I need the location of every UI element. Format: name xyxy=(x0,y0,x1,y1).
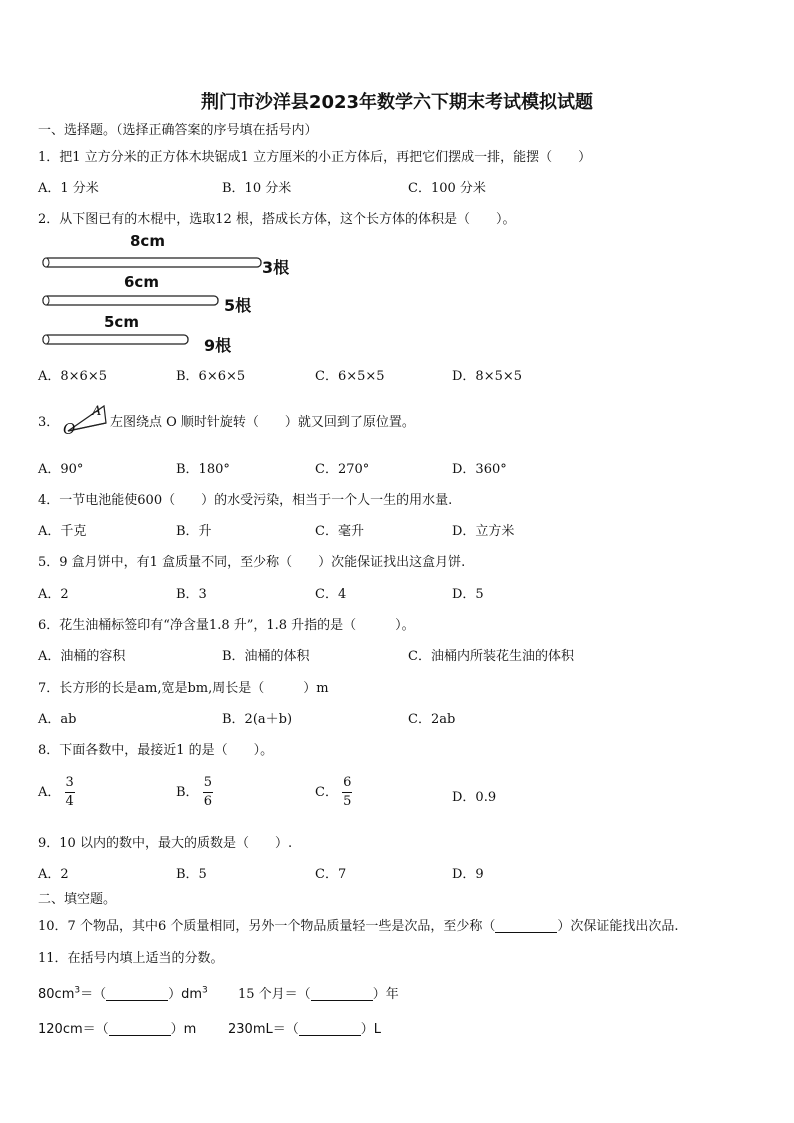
q3-option-c: C．270° xyxy=(315,462,370,477)
answer-blank[interactable] xyxy=(495,918,557,933)
q5-option-b: B．3 xyxy=(176,587,207,602)
stick-8cm-figure xyxy=(40,256,265,270)
fraction-5-6 xyxy=(203,774,213,811)
q11-item-1-exponent: 3 xyxy=(74,985,81,996)
q1-option-c: C．100 分米 xyxy=(408,181,486,196)
q9-option-b: B．5 xyxy=(176,867,207,882)
question-10-text-start: 10．7 个物品，其中6 个质量相同，另外一个物品质量轻一些是次品，至少称（ xyxy=(38,919,496,934)
q8-option-c xyxy=(315,774,352,811)
fraction-numerator: 5 xyxy=(203,774,213,793)
q2-option-d: D．8×5×5 xyxy=(452,369,523,384)
fraction-numerator: 3 xyxy=(65,774,75,793)
q11-item-2-unit: ）年 xyxy=(372,987,399,1002)
question-1-text: 1．把1 立方分米的正方体木块锯成1 立方厘米的小正方体后，再把它们摆成一排，能摆（ ） xyxy=(38,150,592,165)
fraction-denominator: 5 xyxy=(343,794,352,809)
q6-option-c: C．油桶内所装花生油的体积 xyxy=(408,649,574,664)
q11-item-1-value: 80cm xyxy=(38,987,75,1002)
q4-option-c: C．毫升 xyxy=(315,524,364,539)
q8-option-b xyxy=(176,774,213,811)
section-fill-heading: 二、填空题。 xyxy=(38,892,117,907)
q11-item-1-unit-exponent: 3 xyxy=(202,985,208,996)
q11-item-2 xyxy=(238,983,399,1002)
stick-5cm-label: 5cm xyxy=(104,313,139,331)
question-7-text: 7．长方形的长是am,宽是bm,周长是（ ）m xyxy=(38,681,329,696)
answer-blank[interactable] xyxy=(299,1021,361,1036)
point-o-label: O xyxy=(63,420,76,438)
q3-option-b: B．180° xyxy=(176,462,230,477)
q11-item-1-equals: ＝（ xyxy=(80,987,107,1002)
fraction-denominator: 4 xyxy=(65,794,74,809)
q6-option-b: B．油桶的体积 xyxy=(222,649,310,664)
q3-option-d: D．360° xyxy=(452,462,507,477)
q8-option-b-label: B． xyxy=(176,785,199,800)
q7-option-c: C．2ab xyxy=(408,712,456,727)
question-5-text: 5．9 盒月饼中，有1 盒质量不同，至少称（ ）次能保证找出这盒月饼. xyxy=(38,555,466,570)
q9-option-d: D．9 xyxy=(452,867,484,882)
stick-6cm-label: 6cm xyxy=(124,273,159,291)
q5-option-c: C．4 xyxy=(315,587,347,602)
question-6-text: 6．花生油桶标签印有“净含量1.8 升”，1.8 升指的是（ ）。 xyxy=(38,618,415,633)
question-3-text: 左图绕点 O 顺时针旋转（ ）就又回到了原位置。 xyxy=(110,415,415,430)
q8-option-c-label: C． xyxy=(315,785,338,800)
stick-6cm-figure xyxy=(40,294,222,308)
question-8-text: 8．下面各数中，最接近1 的是（ ）。 xyxy=(38,743,274,758)
fraction-3-4 xyxy=(65,774,75,811)
stick-8cm-count: 3根 xyxy=(262,258,290,277)
q2-option-c: C．6×5×5 xyxy=(315,369,385,384)
q8-option-d: D．0.9 xyxy=(452,790,497,805)
q6-option-a: A．油桶的容积 xyxy=(38,649,126,664)
q7-option-a: A．ab xyxy=(38,712,77,727)
q11-item-4 xyxy=(228,1018,381,1037)
q8-option-a xyxy=(38,774,75,811)
answer-blank[interactable] xyxy=(106,986,168,1001)
answer-blank[interactable] xyxy=(109,1021,171,1036)
question-2-text: 2．从下图已有的木棍中，选取12 根，搭成长方体，这个长方体的体积是（ ）。 xyxy=(38,212,516,227)
q4-option-b: B．升 xyxy=(176,524,212,539)
question-3-number: 3． xyxy=(38,415,60,430)
q3-option-a: A．90° xyxy=(38,462,84,477)
q11-item-1 xyxy=(38,983,208,1002)
q1-option-a: A．1 分米 xyxy=(38,181,99,196)
q8-option-a-label: A． xyxy=(38,785,61,800)
q11-item-4-unit: ）L xyxy=(360,1022,381,1037)
q11-item-3 xyxy=(38,1018,196,1037)
stick-5cm-count: 9根 xyxy=(204,336,232,355)
question-11-text: 11．在括号内填上适当的分数。 xyxy=(38,951,224,966)
question-4-text: 4．一节电池能使600（ ）的水受污染，相当于一个人一生的用水量. xyxy=(38,493,453,508)
answer-blank[interactable] xyxy=(311,986,373,1001)
q4-option-d: D．立方米 xyxy=(452,524,515,539)
section-choice-heading: 一、选择题。（选择正确答案的序号填在括号内） xyxy=(38,123,318,138)
q11-item-3-unit: ）m xyxy=(170,1022,197,1037)
page-title: 荆门市沙洋县2023年数学六下期末考试模拟试题 xyxy=(200,92,594,113)
fraction-numerator: 6 xyxy=(342,774,352,793)
question-9-text: 9．10 以内的数中，最大的质数是（ ）. xyxy=(38,836,293,851)
q2-option-b: B．6×6×5 xyxy=(176,369,246,384)
q9-option-a: A．2 xyxy=(38,867,69,882)
q9-option-c: C．7 xyxy=(315,867,347,882)
fraction-denominator: 6 xyxy=(203,794,212,809)
point-a-label: A xyxy=(92,404,102,419)
q11-item-4-value: 230mL＝（ xyxy=(228,1022,299,1037)
q11-item-2-value: 15 个月＝（ xyxy=(238,987,311,1002)
question-10-text-end: ）次保证能找出次品. xyxy=(557,919,679,934)
stick-5cm-figure xyxy=(40,333,192,347)
q5-option-d: D．5 xyxy=(452,587,484,602)
q11-item-1-unit: ）dm xyxy=(168,987,203,1002)
q7-option-b: B．2(a＋b) xyxy=(222,712,293,727)
q11-item-3-value: 120cm＝（ xyxy=(38,1022,109,1037)
q1-option-b: B．10 分米 xyxy=(222,181,292,196)
q5-option-a: A．2 xyxy=(38,587,69,602)
stick-8cm-label: 8cm xyxy=(130,232,165,250)
question-10 xyxy=(38,915,679,934)
fraction-6-5 xyxy=(342,774,352,811)
q4-option-a: A．千克 xyxy=(38,524,87,539)
q2-option-a: A．8×6×5 xyxy=(38,369,107,384)
stick-6cm-count: 5根 xyxy=(224,296,252,315)
